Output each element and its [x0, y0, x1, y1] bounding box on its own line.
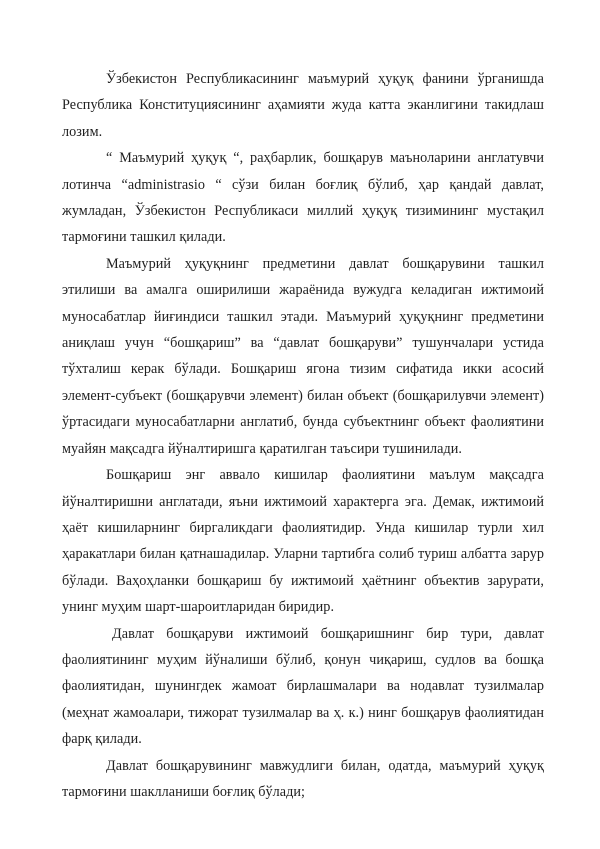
paragraph-management-purpose: Бошқариш энг аввало кишилар фаолиятини маълум мақсадга йўналтиришни англатади, яъни ижтимоий характерга эга. Демак, ижтимоий ҳаёт кишиларнинг биргаликдаги фаолиятидир. Унда кишилар турли хил ҳаракатлари билан қатнашадилар. Уларни тартибга солиб туриш албатта зарур бўлади. Ваҳоҳланки бошқариш бу ижтимоий ҳаётнинг объектив зарурати, унинг муҳим шарт-шароитларидан биридир.: [62, 467, 544, 616]
paragraph-branch-formation: Давлат бошқарувининг мавжудлиги билан, одатда, маъмурий ҳуқуқ тармоғини шаклланиши боғлиқ бўлади;: [62, 757, 544, 800]
paragraph-state-administration: Давлат бошқаруви ижтимоий бошқаришнинг бир тури, давлат фаолиятининг муҳим йўналиши бўлиб, қонун чиқариш, судлов ва бошқа фаолиятидан, шунингдек жамоат бирлашмалари ва нодавлат тузилмалар (меҳнат жамоалари, тижорат тузилмалар ва ҳ. к.) нинг бошқарув фаолиятидан фарқ қилади.: [62, 625, 544, 748]
document-body: [62, 66, 544, 805]
paragraph-constitution-importance: Ўзбекистон Республикасининг маъмурий ҳуқуқ фанини ўрганишда Республика Конституциясининг аҳамияти жуда катта эканлигини такидлаш лозим.: [62, 71, 544, 140]
paragraph-term-definition: “ Маъмурий ҳуқуқ “, раҳбарлик, бошқарув маъноларини англатувчи лотинча “administrasio “ сўзи билан боғлиқ бўлиб, ҳар қандай давлат, жумладан, Ўзбекистон Республикаси миллий ҳуқуқ тизимининг мустақил тармоғини ташкил қилади.: [62, 150, 544, 246]
paragraph-subject-of-law: Маъмурий ҳуқуқнинг предметини давлат бошқарувини ташкил этилиши ва амалга оширилиши жараёнида вужудга келадиган ижтимоий муносабатлар йиғиндиси ташкил этади. Маъмурий ҳуқуқнинг предметини аниқлаш учун “бошқариш” ва “давлат бошқаруви” тушунчалари устида тўхталиш керак бўлади. Бошқариш ягона тизим сифатида икки асосий элемент-субъект (бошқарувчи элемент) билан объект (бошқарилувчи элемент) ўртасидаги муносабатларни англатиб, бунда субъектнинг объект фаолиятини муайян мақсадга йўналтиришга қаратилган таъсири тушинилади.: [62, 255, 544, 457]
